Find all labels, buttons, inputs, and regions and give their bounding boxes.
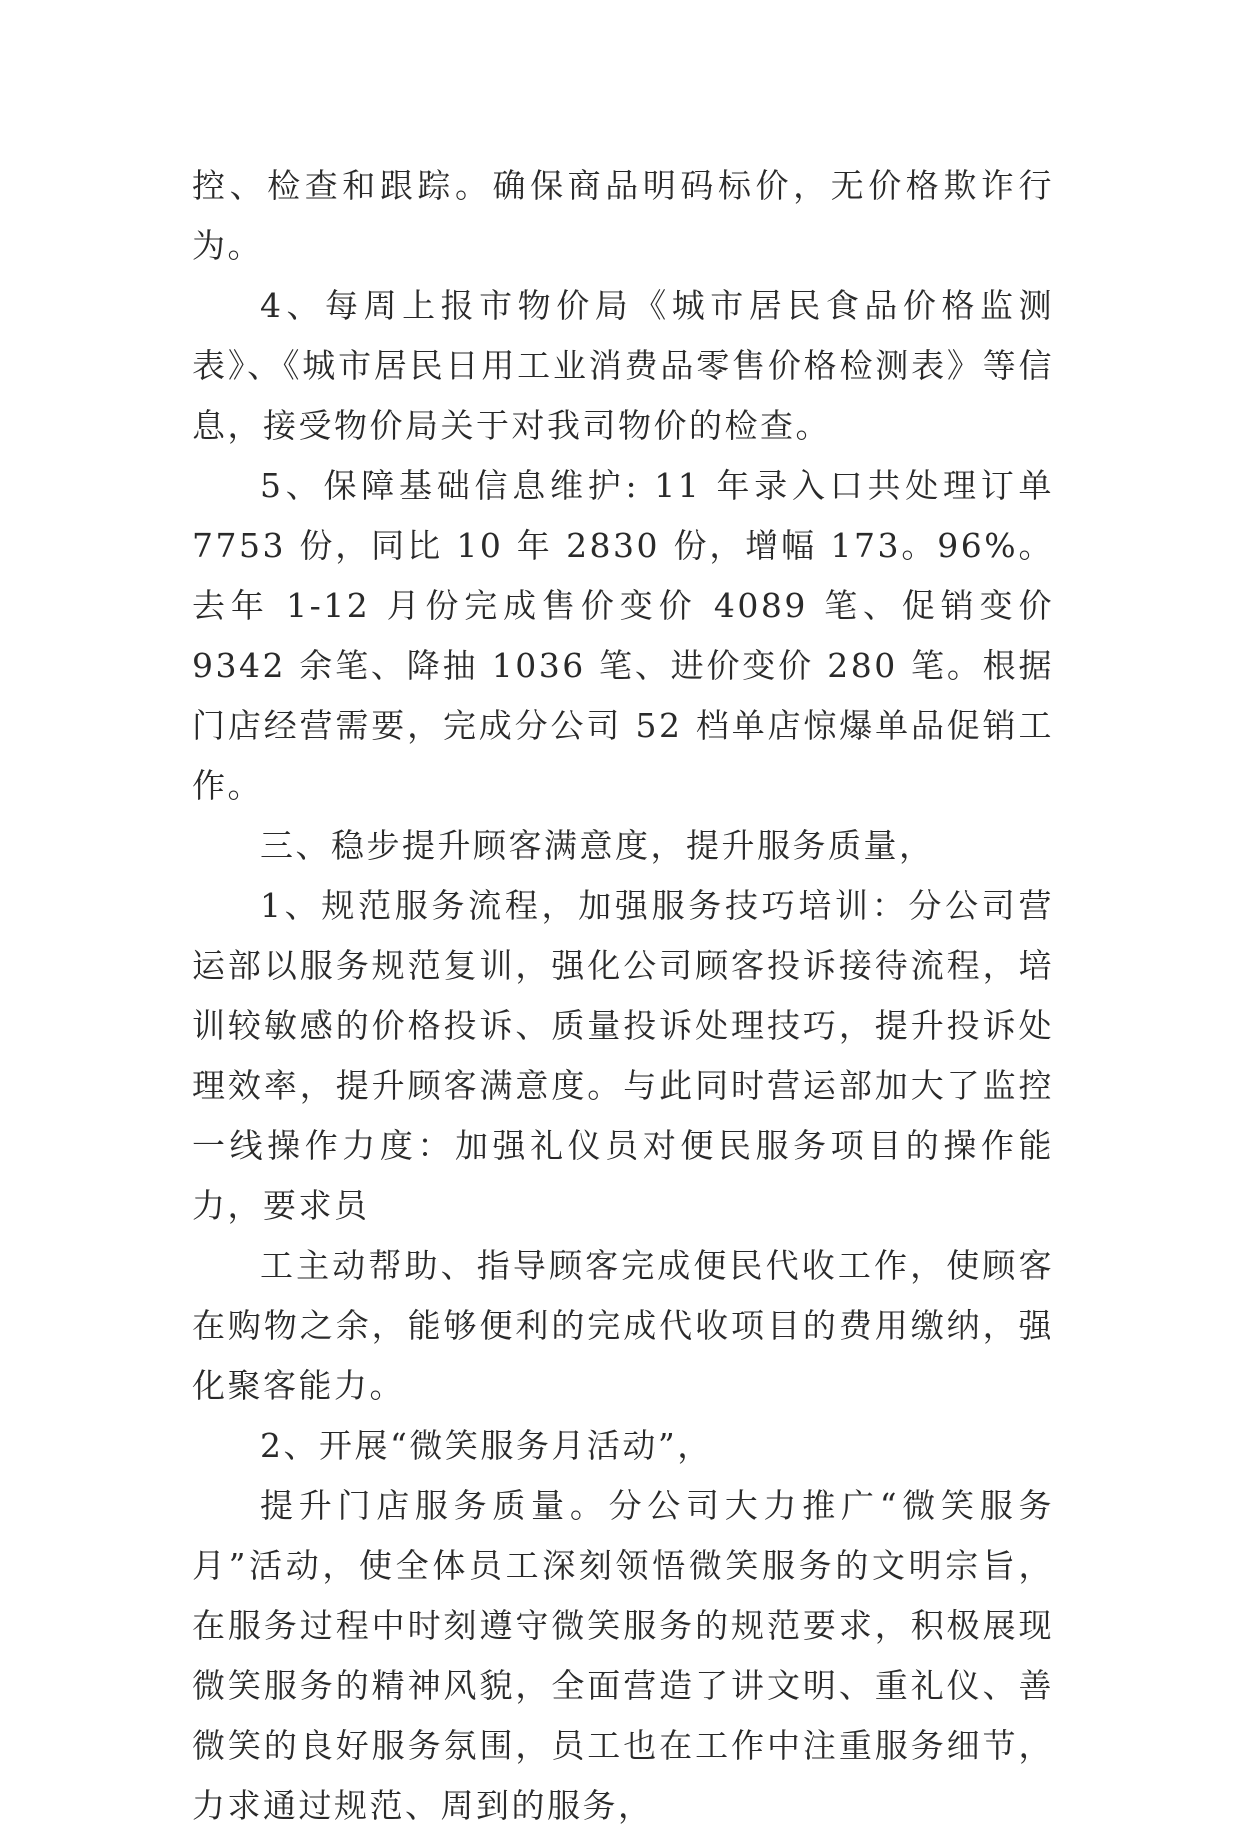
paragraph-convenience-service: 工主动帮助、指导顾客完成便民代收工作，使顾客在购物之余，能够便利的完成代收项目的费用缴纳，强化聚客能力。 xyxy=(192,1246,1054,1405)
paragraph-info-maintenance: 5、保障基础信息维护: 11 年录入口共处理订单 7753 份，同比 10 年 2830 份，增幅 173。96%。去年 1-12 月份完成售价变价 4089 笔、促销变价 9342 余笔、降抽 1036 笔、进价变价 280 笔。根据门店经营需要，完成分公司 52 档单店惊爆单品促销工作。 xyxy=(192,466,1054,805)
paragraph-smile-service-heading: 2、开展“微笑服务月活动”， xyxy=(260,1426,713,1465)
paragraph-smile-service-detail: 提升门店服务质量。分公司大力推广“微笑服务月”活动，使全体员工深刻领悟微笑服务的文明宗旨，在服务过程中时刻遵守微笑服务的规范要求，积极展现微笑服务的精神风貌，全面营造了讲文明、重礼仪、善微笑的良好服务氛围，员工也在工作中注重服务细节，力求通过规范、周到的服务， xyxy=(192,1486,1054,1825)
paragraph-price-control: 控、检查和跟踪。确保商品明码标价，无价格欺诈行为。 xyxy=(192,166,1054,265)
paragraph-price-monitoring: 4、每周上报市物价局《城市居民食品价格监测表》、《城市居民日用工业消费品零售价格检测表》等信息，接受物价局关于对我司物价的检查。 xyxy=(192,286,1054,445)
document-body xyxy=(192,156,1054,1836)
section-heading-customer-satisfaction: 三、稳步提升顾客满意度，提升服务质量， xyxy=(260,826,935,865)
paragraph-service-process: 1、规范服务流程，加强服务技巧培训：分公司营运部以服务规范复训，强化公司顾客投诉接待流程，培训较敏感的价格投诉、质量投诉处理技巧，提升投诉处理效率，提升顾客满意度。与此同时营运部加大了监控一线操作力度：加强礼仪员对便民服务项目的操作能力，要求员 xyxy=(192,886,1054,1225)
